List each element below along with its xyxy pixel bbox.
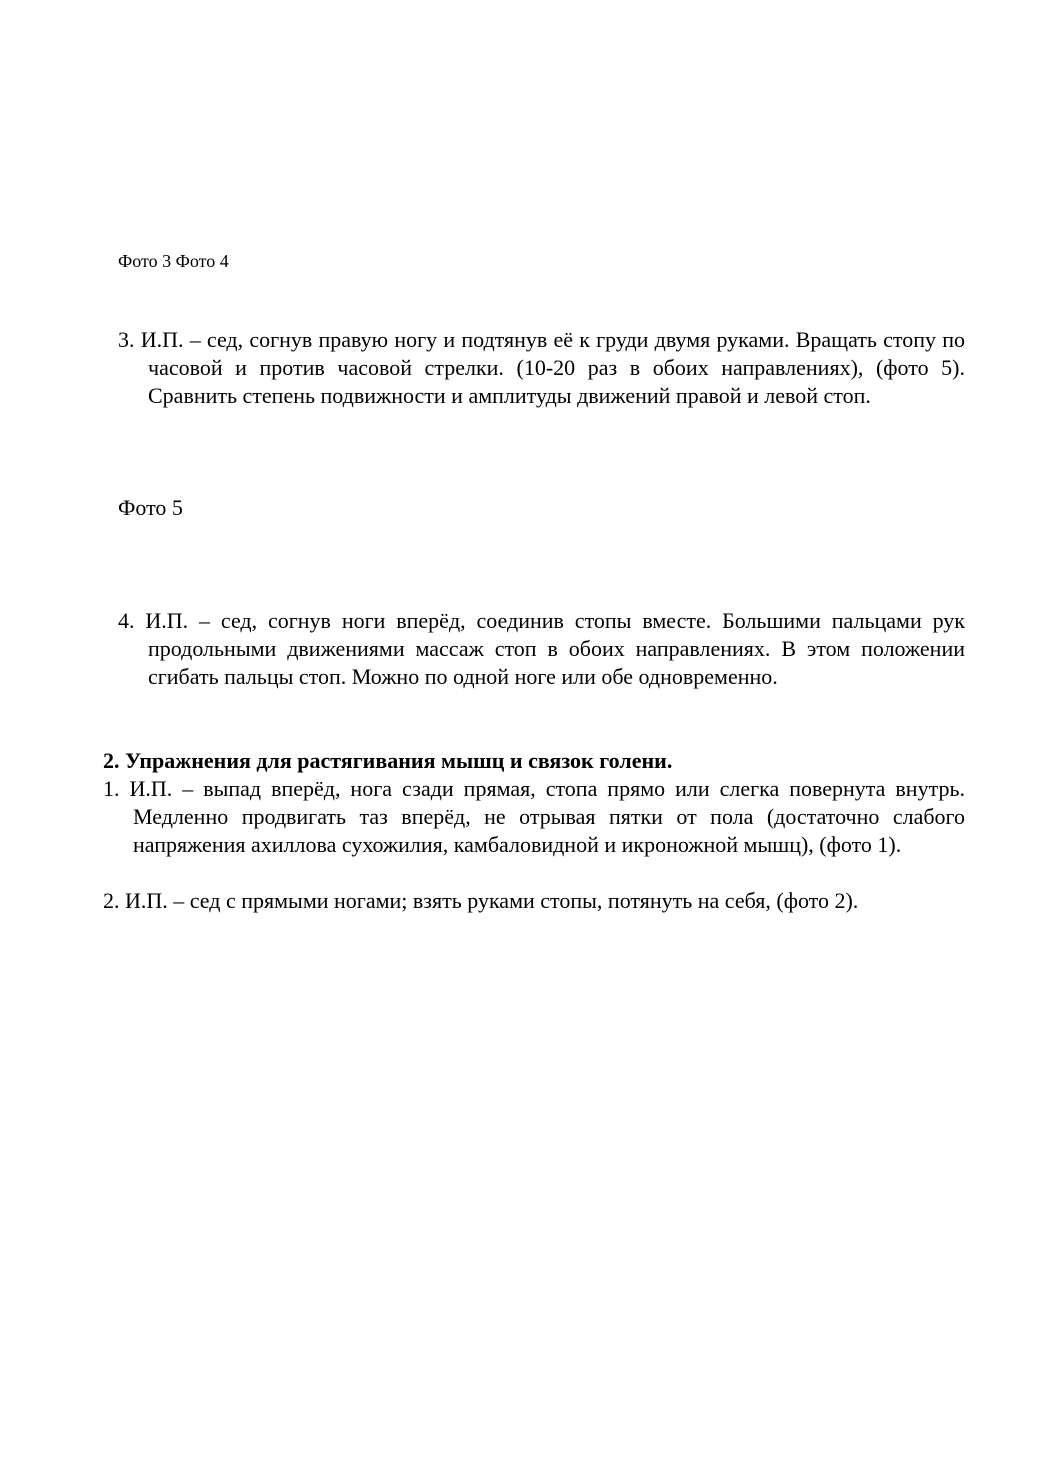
exercise-4-paragraph: 4. И.П. – сед, согнув ноги вперёд, соединив стопы вместе. Большими пальцами рук продольными движениями массаж стоп в обоих направлениях. В этом положении сгибать пальцы стоп. Можно по одной ноге или обе одновременно.: [118, 608, 965, 689]
section-2-item-2: 2. И.П. – сед с прямыми ногами; взять руками стопы, потянуть на себя, (фото 2).: [103, 888, 859, 913]
section-2-item-1: 1. И.П. – выпад вперёд, нога сзади прямая, стопа прямо или слегка повернута внутрь. Медленно продвигать таз вперёд, не отрывая пятки от пола (достаточно слабого напряжения ахиллова сухожилия, камбаловидной и икроножной мышц), (фото 1).: [103, 776, 965, 857]
photo-3-4-caption: Фото 3 Фото 4: [118, 251, 229, 271]
exercise-3-paragraph: 3. И.П. – сед, согнув правую ногу и подтянув её к груди двумя руками. Вращать стопу по часовой и против часовой стрелки. (10-20 раз в обоих направлениях), (фото 5). Сравнить степень подвижности и амплитуды движений правой и левой стоп.: [118, 327, 965, 408]
photo-5-caption: Фото 5: [118, 495, 183, 520]
section-2-heading: 2. Упражнения для растягивания мышц и связок голени.: [103, 748, 673, 773]
